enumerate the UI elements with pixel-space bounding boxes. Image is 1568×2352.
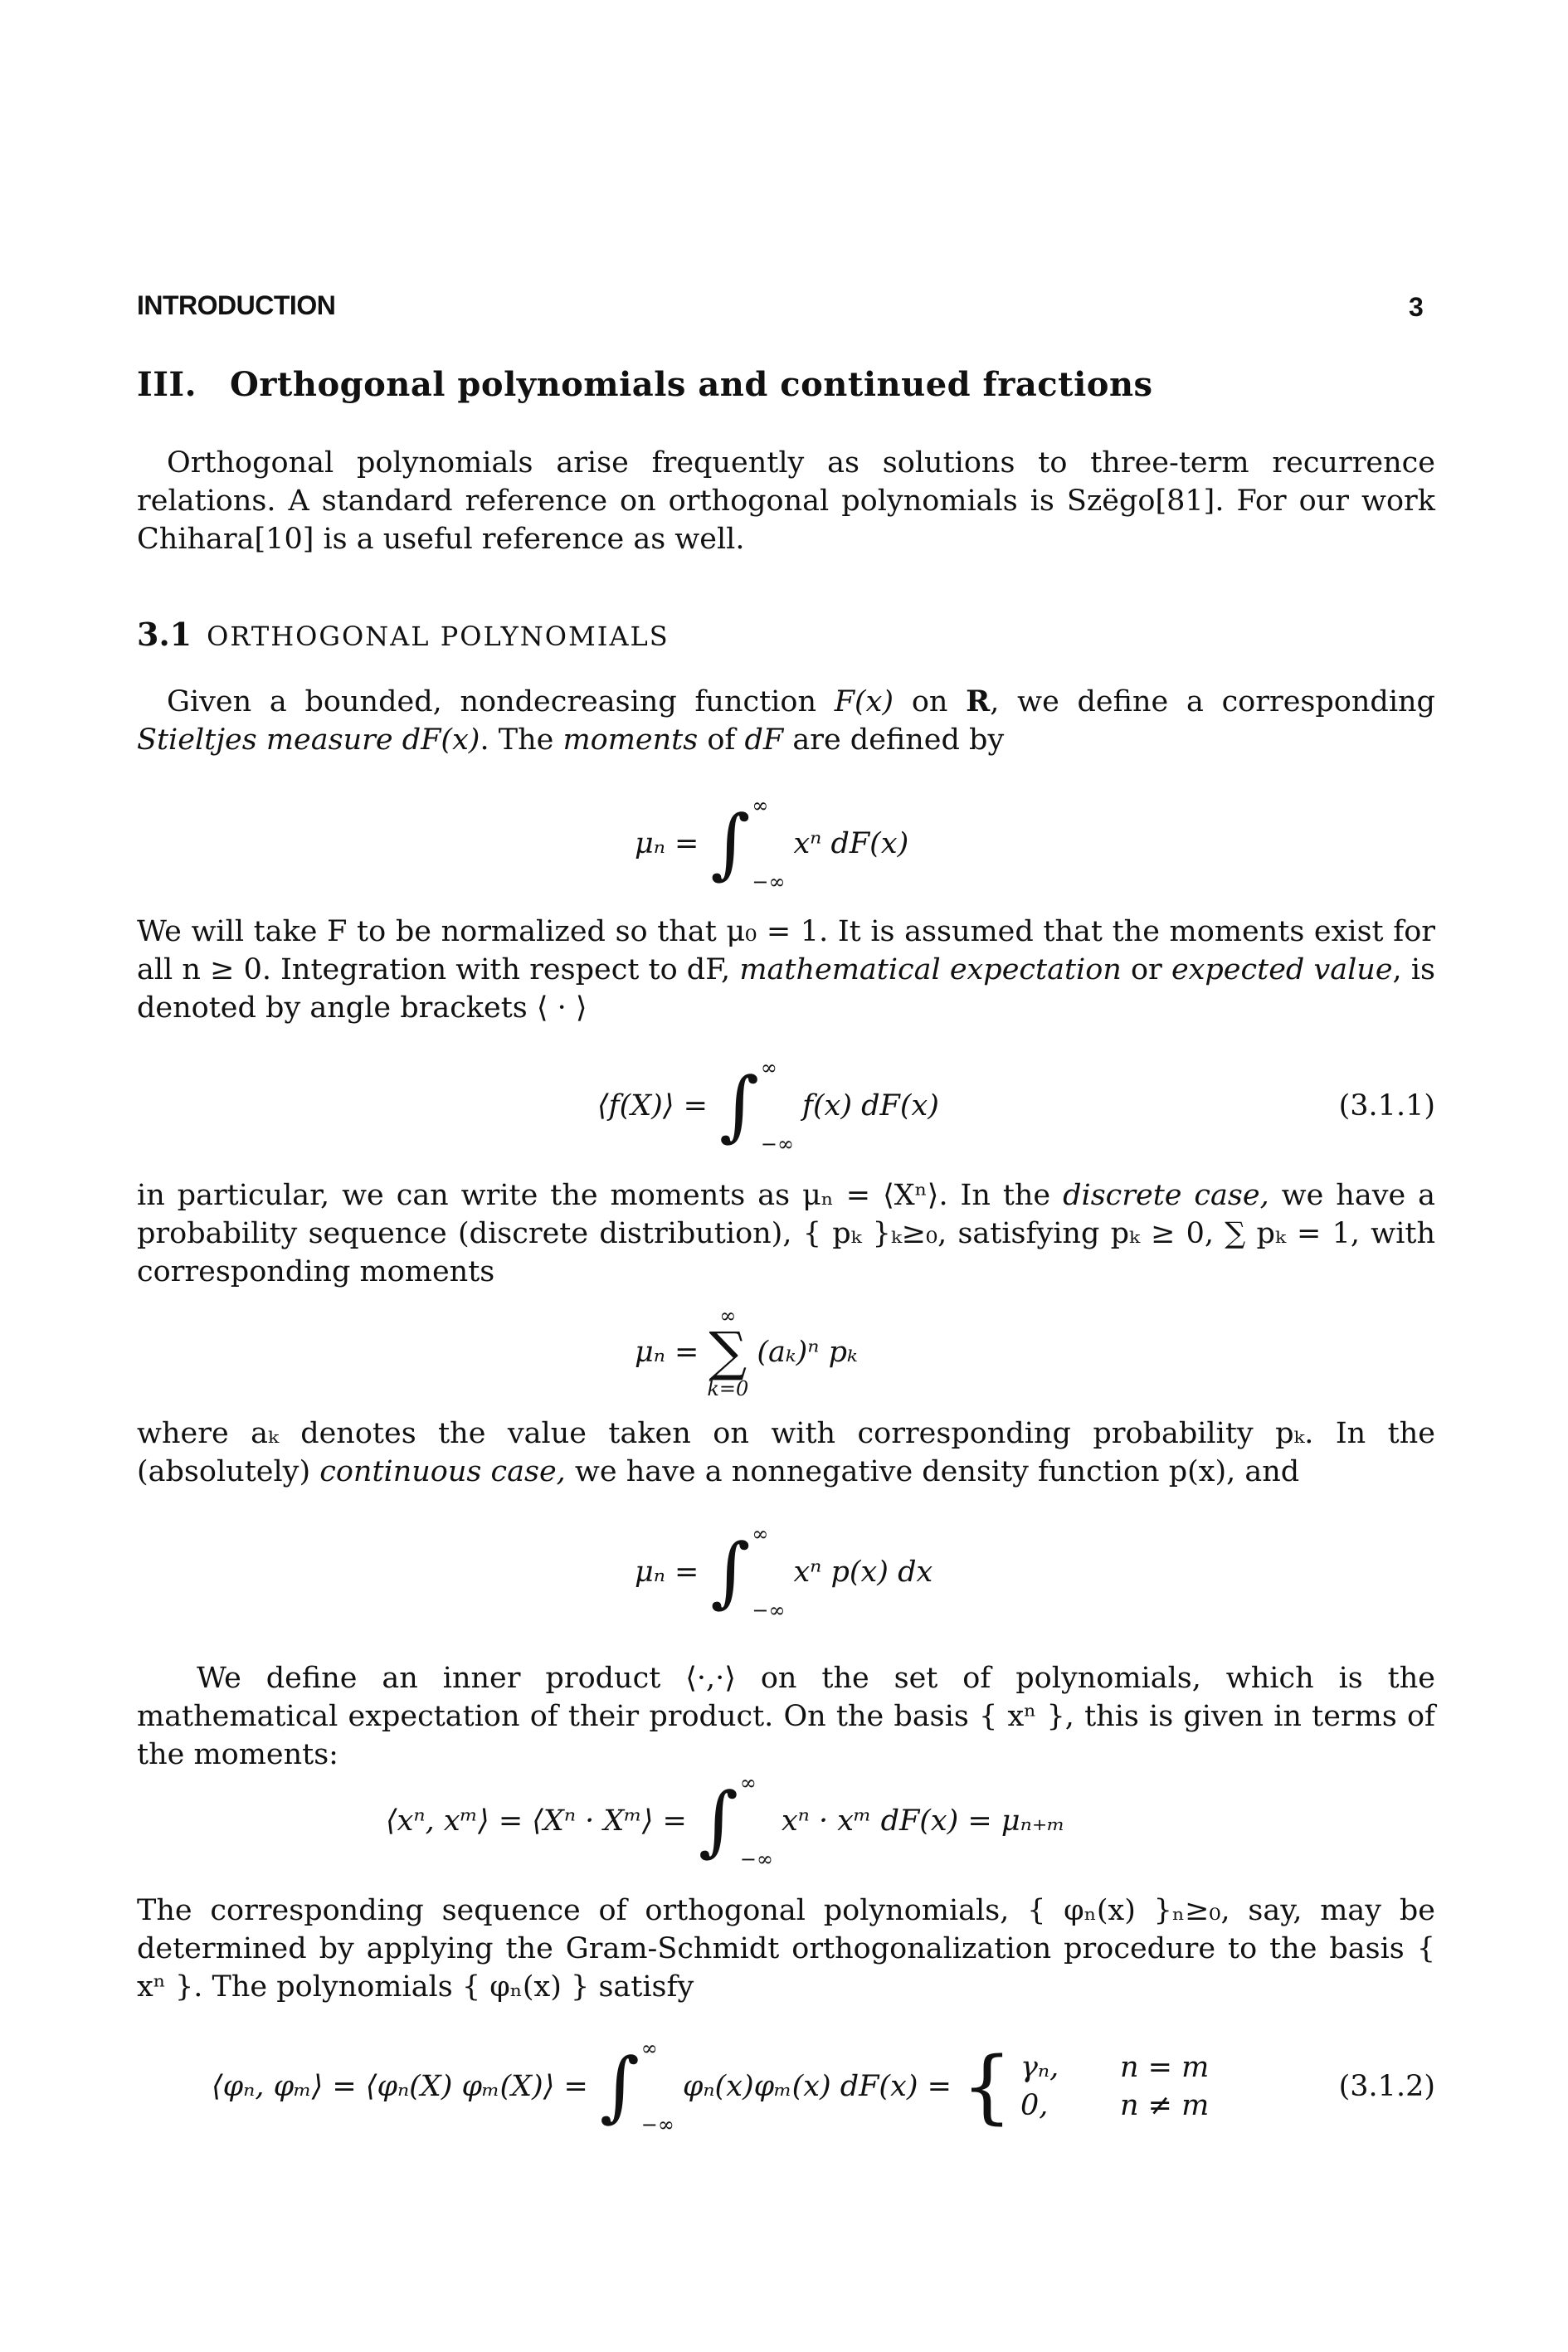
equation-integrand: xⁿ · xᵐ dF(x) = μₙ₊ₘ [781,1804,1065,1838]
emphasis-run: moments [562,723,699,757]
equation-lhs: μₙ = [635,1336,699,1369]
text-run: in particular, we can write the moments as μₙ = ⟨Xⁿ⟩. In the [137,1179,1051,1212]
text-run: , we define a corresponding [990,685,1435,718]
section-number: III. [137,365,197,404]
equation-summand: (aₖ)ⁿ pₖ [757,1336,858,1369]
paragraph-continuous-case [137,1415,1435,1491]
page-number: 3 [1409,292,1424,322]
text-run: we have a nonnegative density function p(x), and [574,1455,1300,1488]
equation-density-moments [137,1510,1435,1634]
math-run: dF(x) [402,723,480,757]
case-condition: n ≠ m [1120,2089,1210,2122]
emphasis-run: continuous case, [319,1455,566,1488]
text-run: we have a probability sequence (discrete distribution), { pₖ }ₖ≥₀, satisfying pₖ ≥ 0, ∑ pₖ = 1, with corresponding moments [137,1179,1435,1288]
equation-number: (3.1.1) [1338,1089,1435,1122]
integral-lower-limit: −∞ [739,1848,773,1871]
equation-3-1-2 [137,2024,1435,2149]
math-run: R [966,684,991,718]
emphasis-run: Stieltjes measure [137,723,393,757]
integral-upper-limit: ∞ [739,1771,757,1794]
integral-sign: ∫ ∞ −∞ [710,1522,786,1622]
integral-sign: ∫ ∞ −∞ [710,794,786,894]
integral-upper-limit: ∞ [640,2037,658,2060]
text-run: or [1130,953,1162,986]
sum-sign: ∞ ∑ k=0 [707,1304,749,1400]
math-run: F(x) [834,685,894,718]
equation-lhs: ⟨xⁿ, xᵐ⟩ = ⟨Xⁿ · Xᵐ⟩ = [386,1804,687,1838]
equation-integrand: f(x) dF(x) [802,1089,939,1122]
subsection-heading [137,616,670,653]
section-intro-paragraph: Orthogonal polynomials arise frequently as solutions to three-term recurrence relations. A standard reference on orthogonal polynomials is Szëgo[81]. For our work Chihara[10] is a useful reference as well. [137,446,1435,556]
case-value: γₙ, [1020,2051,1059,2084]
text-run: , is denoted by angle brackets ⟨ · ⟩ [137,953,1435,1025]
equation-inner-product [137,1759,1435,1883]
text-run: where aₖ denotes the value taken on with corresponding probability pₖ. In the (absolutely) [137,1417,1435,1488]
case-condition: n = m [1120,2051,1210,2084]
case-value: 0, [1020,2089,1049,2122]
integral-sign: ∫ ∞ −∞ [599,2037,674,2136]
paragraph-normalization [137,913,1435,1027]
equation-moments [137,782,1435,906]
integral-lower-limit: −∞ [752,870,786,894]
paragraph-inner-product: We define an inner product ⟨·,·⟩ on the set of polynomials, which is the mathematical expectation of their product. On the basis { xⁿ }, this is given in terms of the moments: [137,1662,1435,1771]
integral-sign: ∫ ∞ −∞ [718,1056,794,1156]
equation-discrete-moments [137,1290,1435,1415]
section-heading [137,365,1153,404]
text-run: on [911,685,948,718]
equation-lhs: ⟨f(X)⟩ = [597,1089,708,1122]
equation-3-1-1 [137,1044,1435,1168]
text-run: of [707,723,736,757]
equation-lhs: μₙ = [635,827,699,860]
emphasis-run: expected value [1171,953,1393,986]
integral-upper-limit: ∞ [760,1056,777,1079]
emphasis-run: mathematical expectation [739,953,1122,986]
equation-lhs: ⟨φₙ, φₘ⟩ = ⟨φₙ(X) φₘ(X)⟩ = [212,2070,588,2103]
equation-integrand: xⁿ dF(x) [793,827,909,860]
text-run: are defined by [792,723,1005,757]
paragraph-moments-definition [137,683,1435,759]
sum-upper-limit: ∞ [719,1304,737,1327]
equation-lhs: μₙ = [635,1556,699,1589]
integral-lower-limit: −∞ [760,1132,794,1156]
equation-number: (3.1.2) [1338,2070,1435,2103]
paragraph-discrete-case [137,1176,1435,1291]
subsection-number: 3.1 [137,616,192,653]
section-title: Orthogonal polynomials and continued fractions [230,365,1153,404]
emphasis-run: discrete case, [1063,1179,1269,1212]
integral-sign: ∫ ∞ −∞ [698,1771,773,1871]
text-run: We will take F to be normalized so that μ₀ = 1. It is assumed that the moments exist for all n ≥ 0. Integration with respect to dF, [137,915,1435,986]
paragraph-orthogonal-polynomials: The corresponding sequence of orthogonal polynomials, { φₙ(x) }ₙ≥₀, say, may be determined by applying the Gram-Schmidt orthogonalization procedure to the basis { xⁿ }. The polynomials { φₙ(x) } satisfy [137,1894,1435,2004]
integral-lower-limit: −∞ [640,2113,674,2136]
text-run: Given a bounded, nondecreasing function [167,685,816,718]
equation-integrand: φₙ(x)φₘ(x) dF(x) = [682,2070,952,2103]
integral-upper-limit: ∞ [752,794,769,817]
text-run: . The [480,723,554,757]
running-head: INTRODUCTION [137,290,336,320]
equation-integrand: xⁿ p(x) dx [793,1556,933,1589]
sum-lower-limit: k=0 [707,1377,749,1400]
math-run: dF [744,723,784,757]
subsection-title: ORTHOGONAL POLYNOMIALS [207,621,670,652]
piecewise-cases: { γₙ, n = m 0, n ≠ m [961,2040,1210,2133]
integral-upper-limit: ∞ [752,1522,769,1546]
integral-lower-limit: −∞ [752,1599,786,1622]
